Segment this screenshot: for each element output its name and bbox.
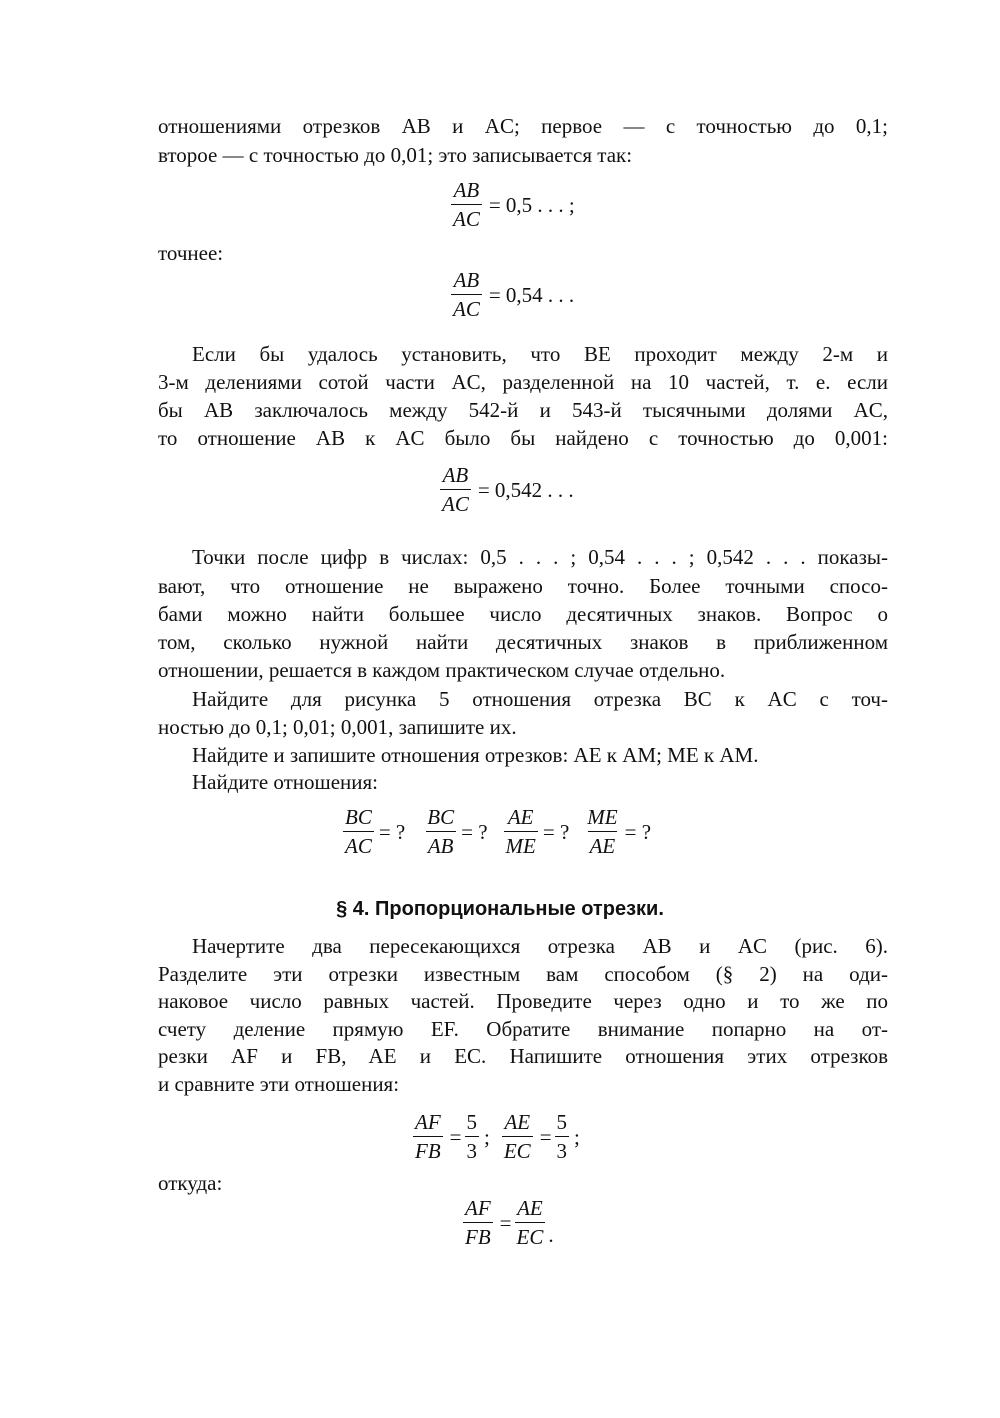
text-line: Начертите два пересекающихся отрезка AB и AC (рис. 6). bbox=[192, 934, 888, 958]
text-line: вают, что отношение не выражено точно. Более точными спосо- bbox=[158, 574, 888, 598]
text-line: ностью до 0,1; 0,01; 0,001, запишите их. bbox=[158, 715, 517, 739]
text-line: бами можно найти большее число десятичных знаков. Вопрос о bbox=[158, 602, 888, 626]
fraction bbox=[465, 1110, 480, 1163]
fraction bbox=[451, 268, 482, 321]
text-line: Найдите и запишите отношения отрезков: AE к AM; ME к AM. bbox=[192, 743, 759, 767]
formula-rhs: = ? bbox=[542, 819, 570, 844]
denominator: EC bbox=[515, 1222, 546, 1249]
numerator: ME bbox=[587, 805, 618, 829]
text-line: наковое число равных частей. Проведите через одно и то же по bbox=[158, 989, 888, 1013]
numerator: BC bbox=[427, 805, 455, 829]
fraction bbox=[425, 805, 456, 858]
numerator: AF bbox=[415, 1110, 441, 1134]
formula-ratios bbox=[340, 805, 657, 858]
formula-ab-ac-3 bbox=[437, 463, 574, 516]
denominator: AC bbox=[343, 831, 374, 858]
fraction bbox=[515, 1196, 546, 1249]
text-line: том, сколько нужной найти десятичных знаков в приближенном bbox=[158, 630, 888, 654]
fraction bbox=[440, 463, 471, 516]
text-line: отношении, решается в каждом практическом случае отдельно. bbox=[158, 658, 726, 682]
denominator: AE bbox=[588, 831, 618, 858]
numerator: AB bbox=[453, 178, 480, 202]
formula-rhs: = ? bbox=[624, 819, 652, 844]
fraction bbox=[585, 805, 619, 858]
denominator: 3 bbox=[555, 1136, 570, 1163]
formula-proportion bbox=[460, 1196, 554, 1249]
formula-rhs: = ? bbox=[461, 819, 488, 844]
text-line: отношениями отрезков AB и AC; первое — с точностью до 0,1; bbox=[158, 114, 888, 138]
formula-rhs: = ? bbox=[378, 819, 406, 844]
denominator: AC bbox=[451, 294, 482, 321]
text-line: резки AF и FB, AE и EC. Напишите отношения этих отрезков bbox=[158, 1044, 888, 1068]
denominator: FB bbox=[413, 1136, 443, 1163]
text-line: то отношение AB к AC было бы найдено с точностью до 0,001: bbox=[158, 426, 888, 450]
formula-rhs: = 0,542 . . . bbox=[477, 477, 574, 502]
numerator: AE bbox=[507, 805, 534, 829]
text-line: Точки после цифр в числах: 0,5 . . . ; 0,54 . . . ; 0,542 . . . показы- bbox=[192, 545, 888, 569]
numerator: 5 bbox=[466, 1110, 477, 1134]
formula-rhs: = 0,5 . . . ; bbox=[488, 192, 575, 217]
fraction bbox=[555, 1110, 570, 1163]
text-line: Если бы удалось установить, что BE проходит между 2-м и bbox=[192, 342, 888, 366]
numerator: AE bbox=[504, 1110, 531, 1134]
denominator: FB bbox=[463, 1222, 493, 1249]
fraction bbox=[463, 1196, 493, 1249]
fraction bbox=[413, 1110, 443, 1163]
text-line: 3-м делениями сотой части AC, разделенной на 10 частей, т. е. если bbox=[158, 370, 888, 394]
text-line: второе — с точностью до 0,01; это записывается так: bbox=[158, 143, 633, 167]
fraction bbox=[343, 805, 374, 858]
numerator: 5 bbox=[556, 1110, 568, 1134]
separator: ; bbox=[484, 1124, 490, 1149]
equals-sign: = bbox=[539, 1124, 552, 1149]
numerator: AB bbox=[453, 268, 480, 292]
text-line: Найдите для рисунка 5 отношения отрезка BC к AC с точ- bbox=[192, 687, 888, 711]
text-word: точнее: bbox=[158, 241, 224, 265]
formula-ab-ac-2 bbox=[448, 268, 574, 321]
text-line: Найдите отношения: bbox=[192, 770, 378, 794]
numerator: BC bbox=[345, 805, 372, 829]
denominator: AC bbox=[451, 204, 482, 231]
section-heading: § 4. Пропорциональные отрезки. bbox=[336, 898, 664, 920]
numerator: AB bbox=[442, 463, 469, 487]
fraction bbox=[504, 805, 538, 858]
fraction bbox=[502, 1110, 533, 1163]
denominator: AB bbox=[426, 831, 456, 858]
numerator: AF bbox=[465, 1196, 491, 1220]
denominator: AC bbox=[440, 489, 471, 516]
denominator: EC bbox=[502, 1136, 533, 1163]
period: . bbox=[548, 1222, 554, 1247]
formula-rhs: = 0,54 . . . bbox=[488, 282, 575, 307]
formula-ab-ac-1 bbox=[448, 178, 575, 231]
separator: ; bbox=[574, 1124, 580, 1149]
equals-sign: = bbox=[449, 1124, 462, 1149]
fraction bbox=[451, 178, 482, 231]
formula-proportion-values bbox=[410, 1110, 586, 1163]
text-line: Разделите эти отрезки известным вам способом (§ 2) на оди- bbox=[158, 962, 888, 986]
text-line: и сравните эти отношения: bbox=[158, 1072, 400, 1096]
text-word: откуда: bbox=[158, 1171, 223, 1195]
text-line: бы AB заключалось между 542-й и 543-й тысячными долями AC, bbox=[158, 398, 888, 422]
denominator: 3 bbox=[465, 1136, 480, 1163]
numerator: AE bbox=[517, 1196, 543, 1220]
text-line: счету деление прямую EF. Обратите внимание попарно на от- bbox=[158, 1017, 888, 1041]
equals-sign: = bbox=[499, 1210, 512, 1235]
denominator: ME bbox=[504, 831, 538, 858]
